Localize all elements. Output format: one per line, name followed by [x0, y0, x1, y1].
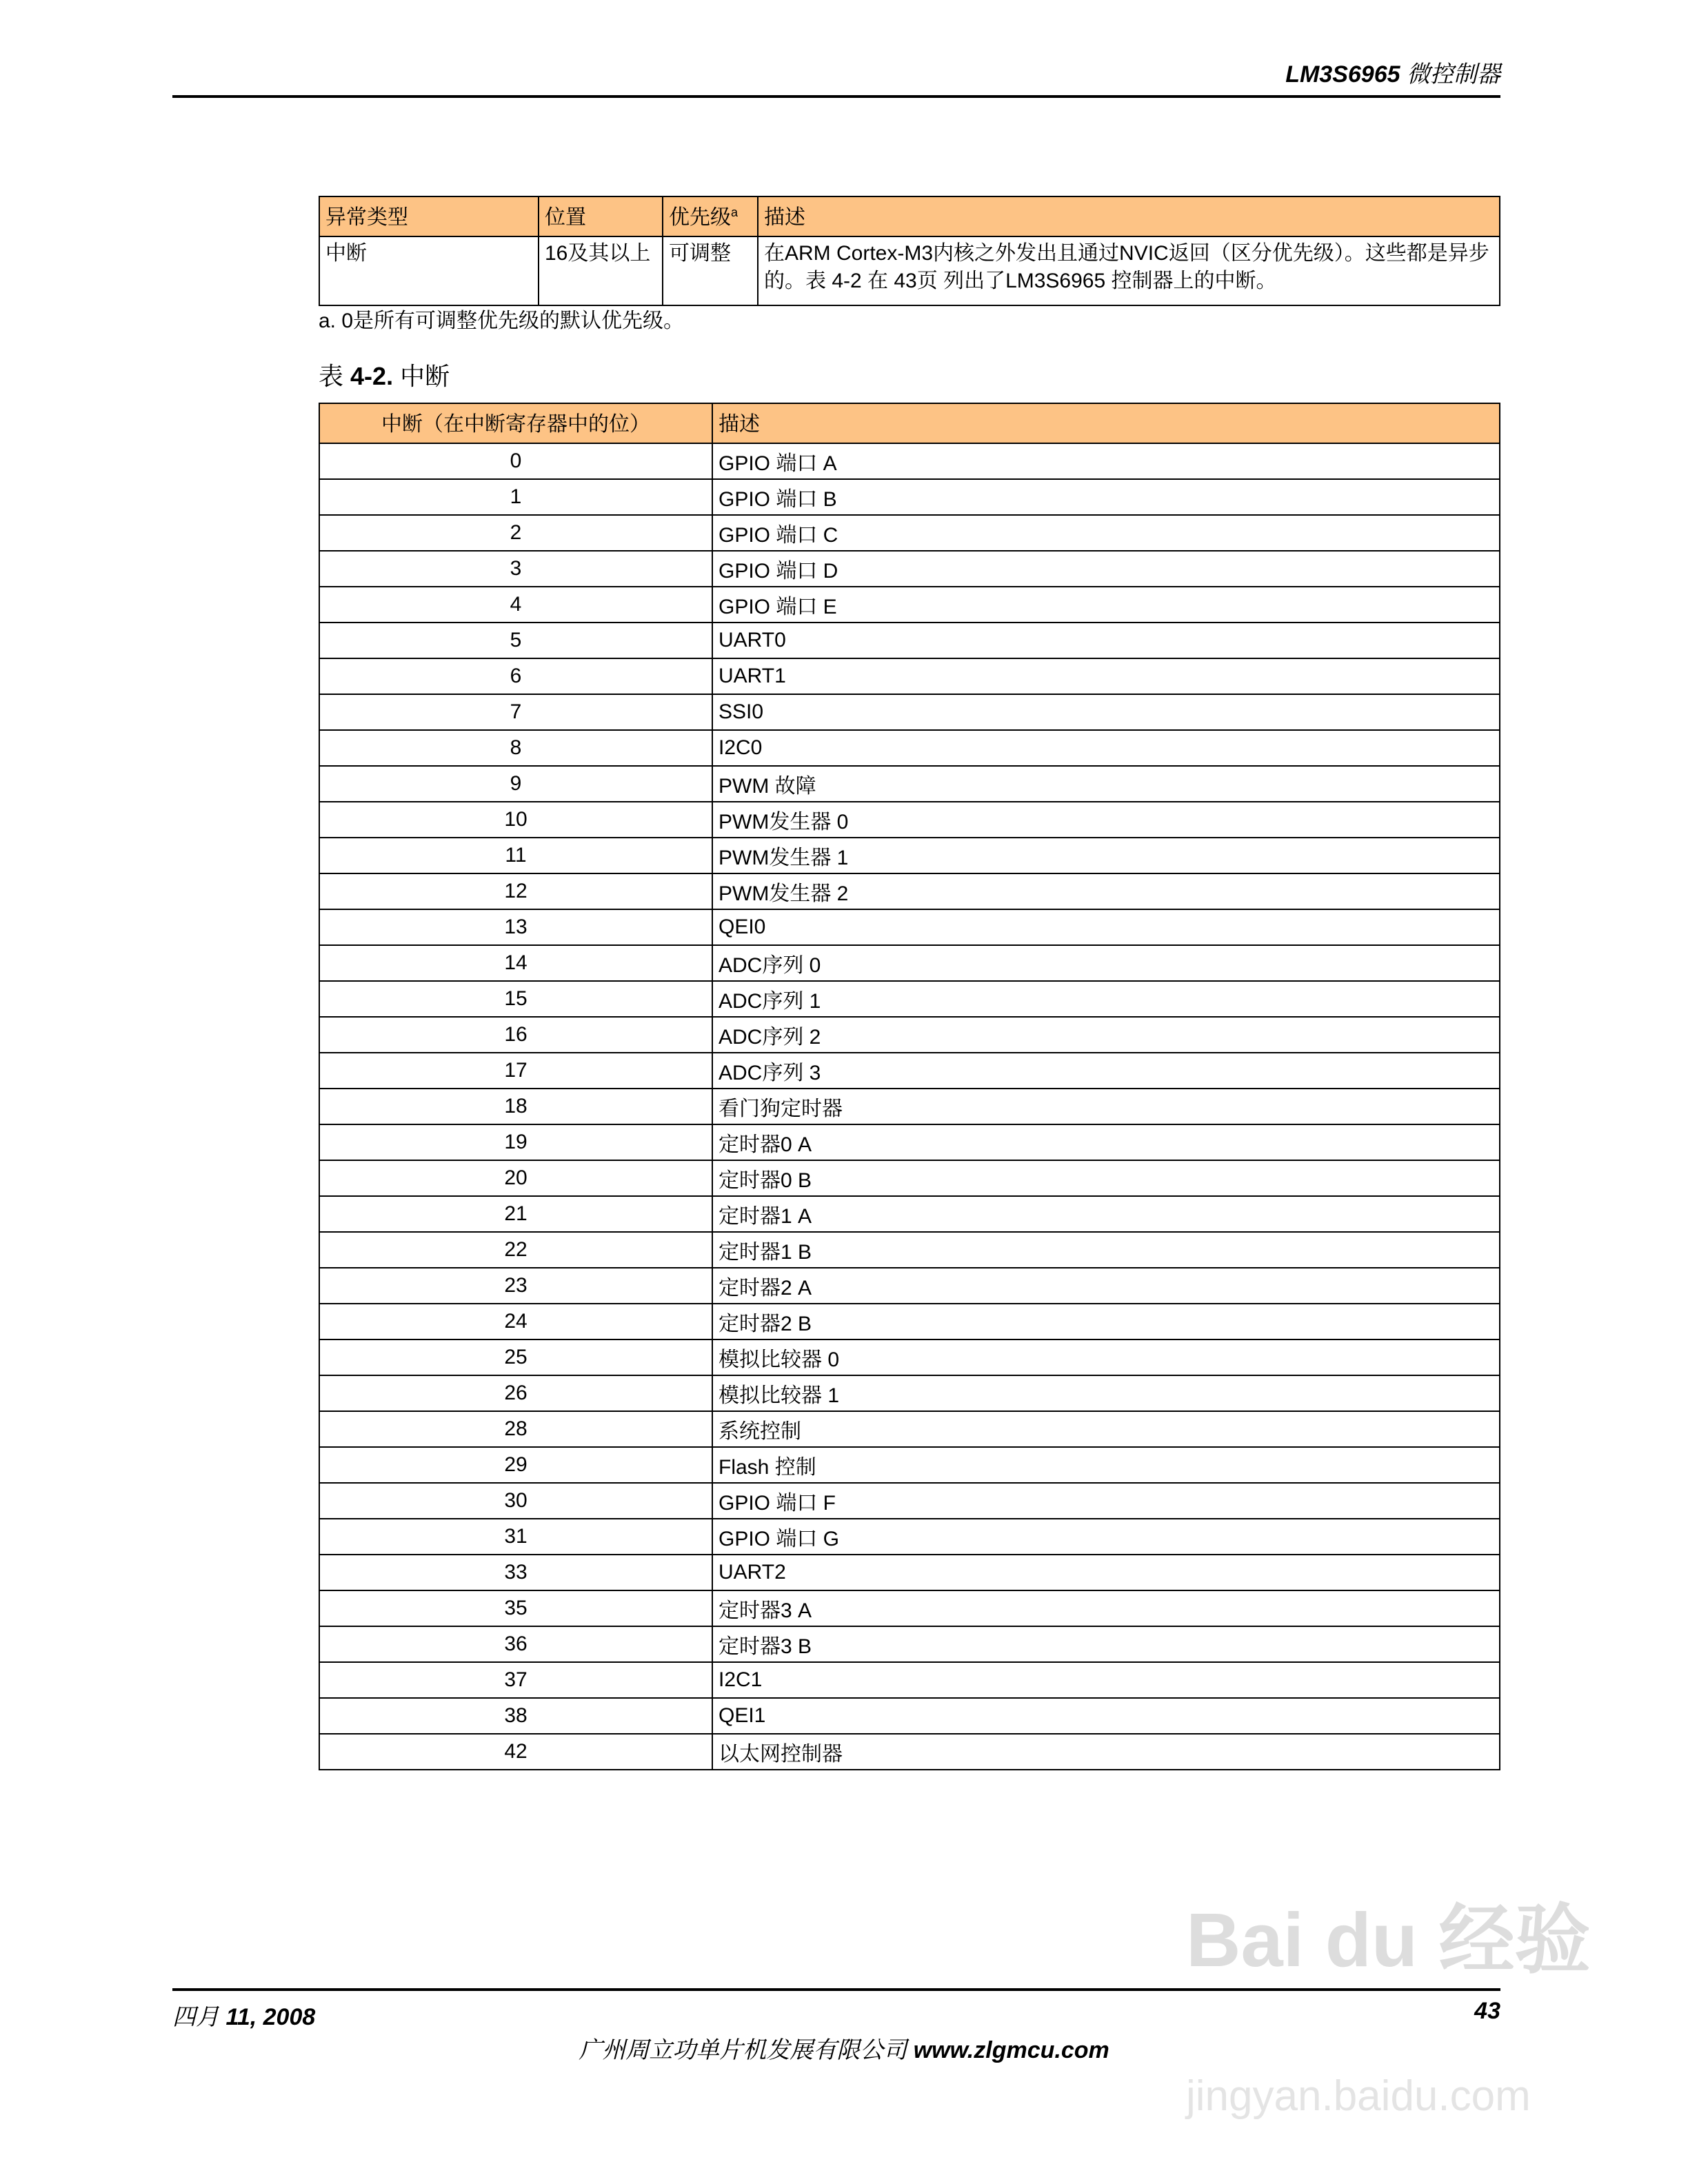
table-header-row [319, 403, 1500, 443]
table-row [319, 1089, 1500, 1124]
cell-description: 定时器3 B [712, 1626, 1500, 1662]
cell-description: 定时器3 A [712, 1590, 1500, 1626]
table-row [319, 730, 1500, 766]
footnote-ref: a [731, 205, 738, 219]
cell-interrupt-number: 20 [319, 1160, 712, 1196]
cell-interrupt-number: 18 [319, 1089, 712, 1124]
cell-interrupt-number: 15 [319, 981, 712, 1017]
cell-interrupt-number: 42 [319, 1734, 712, 1770]
cell-priority: 可调整 [663, 236, 758, 305]
table-header-row [319, 196, 1500, 236]
cell-description: 定时器1 B [712, 1232, 1500, 1268]
cell-interrupt-number: 17 [319, 1053, 712, 1089]
cell-description: 定时器0 B [712, 1160, 1500, 1196]
footer-date: 四月 11, 2008 [172, 2004, 316, 2030]
cell-interrupt-number: 30 [319, 1483, 712, 1519]
cell-interrupt-number: 11 [319, 838, 712, 873]
cell-interrupt-number: 24 [319, 1304, 712, 1339]
table-row [319, 658, 1500, 694]
cell-description: 定时器0 A [712, 1124, 1500, 1160]
page-number: 43 [1474, 1998, 1500, 2024]
cell-description: PWM发生器 1 [712, 838, 1500, 873]
table-row [319, 587, 1500, 623]
footer-rule [172, 1988, 1500, 1991]
table-row [319, 909, 1500, 945]
cell-description: UART2 [712, 1555, 1500, 1590]
table-row [319, 1447, 1500, 1483]
cell-interrupt-number: 16 [319, 1017, 712, 1053]
cell-description: 模拟比较器 1 [712, 1375, 1500, 1411]
cell-description: GPIO 端口 F [712, 1483, 1500, 1519]
cell-description: I2C0 [712, 730, 1500, 766]
table-row [319, 1411, 1500, 1447]
cell-interrupt-number: 1 [319, 479, 712, 515]
col-header-priority: 优先级$^a$ [663, 196, 758, 236]
cell-description: 定时器2 B [712, 1304, 1500, 1339]
cell-description: QEI1 [712, 1698, 1500, 1734]
cell-description: GPIO 端口 B [712, 479, 1500, 515]
table-row [319, 694, 1500, 730]
header-subtitle: 微控制器 [1407, 61, 1500, 88]
cell-interrupt-number: 19 [319, 1124, 712, 1160]
table-row [319, 443, 1500, 479]
cell-interrupt-number: 22 [319, 1232, 712, 1268]
cell-desc: 在ARM Cortex-M3内核之外发出且通过NVIC返回（区分优先级）。这些都是异步的。表 4-2 在 43页 列出了LM3S6965 控制器上的中断。 [758, 236, 1500, 305]
cell-description: PWM发生器 2 [712, 873, 1500, 909]
cell-description: GPIO 端口 E [712, 587, 1500, 623]
cell-interrupt-number: 10 [319, 802, 712, 838]
interrupt-table [319, 403, 1500, 1770]
table-row [319, 623, 1500, 658]
cell-interrupt-number: 3 [319, 551, 712, 587]
cell-description: GPIO 端口 A [712, 443, 1500, 479]
cell-description: ADC序列 3 [712, 1053, 1500, 1089]
cell-description: I2C1 [712, 1662, 1500, 1698]
cell-interrupt-number: 6 [319, 658, 712, 694]
cell-description: GPIO 端口 G [712, 1519, 1500, 1555]
cell-interrupt-number: 5 [319, 623, 712, 658]
cell-description: ADC序列 0 [712, 945, 1500, 981]
table-row [319, 1555, 1500, 1590]
cell-interrupt-number: 7 [319, 694, 712, 730]
table-row [319, 1519, 1500, 1555]
cell-interrupt-number: 29 [319, 1447, 712, 1483]
cell-interrupt-number: 25 [319, 1339, 712, 1375]
cell-interrupt-number: 23 [319, 1268, 712, 1304]
page-header [1285, 55, 1500, 89]
page-body [319, 196, 1500, 1770]
table-row [319, 1160, 1500, 1196]
table-row [319, 1017, 1500, 1053]
table-row [319, 1590, 1500, 1626]
col-header-position: 位置 [539, 196, 663, 236]
col-header-interrupt: 中断（在中断寄存器中的位） [319, 403, 712, 443]
table-row [319, 551, 1500, 587]
cell-interrupt-number: 33 [319, 1555, 712, 1590]
table-row [319, 945, 1500, 981]
cell-interrupt-number: 9 [319, 766, 712, 802]
table-row [319, 1268, 1500, 1304]
cell-description: QEI0 [712, 909, 1500, 945]
cell-type: 中断 [319, 236, 539, 305]
cell-interrupt-number: 0 [319, 443, 712, 479]
cell-interrupt-number: 37 [319, 1662, 712, 1698]
table-row [319, 1124, 1500, 1160]
table-row [319, 1232, 1500, 1268]
cell-interrupt-number: 35 [319, 1590, 712, 1626]
cell-interrupt-number: 38 [319, 1698, 712, 1734]
footnote: a. 0是所有可调整优先级的默认优先级。 [319, 310, 685, 332]
header-model: LM3S6965 [1285, 61, 1400, 88]
cell-description: ADC序列 1 [712, 981, 1500, 1017]
cell-description: SSI0 [712, 694, 1500, 730]
table-row [319, 1662, 1500, 1698]
table-row [319, 1698, 1500, 1734]
cell-interrupt-number: 14 [319, 945, 712, 981]
cell-description: PWM 故障 [712, 766, 1500, 802]
table-row [319, 873, 1500, 909]
col-header-desc: 描述 [712, 403, 1500, 443]
cell-description: ADC序列 2 [712, 1017, 1500, 1053]
table-row [319, 981, 1500, 1017]
table-row [319, 838, 1500, 873]
table-row [319, 1734, 1500, 1770]
table-row [319, 802, 1500, 838]
table-row [319, 1196, 1500, 1232]
baidu-watermark-logo: Bai du 经验 [1186, 1898, 1591, 1983]
table-row [319, 1304, 1500, 1339]
table-row [319, 1053, 1500, 1089]
table-row [319, 236, 1500, 305]
cell-interrupt-number: 36 [319, 1626, 712, 1662]
cell-description: 系统控制 [712, 1411, 1500, 1447]
watermark-url: jingyan.baidu.com [1186, 2072, 1531, 2120]
cell-interrupt-number: 21 [319, 1196, 712, 1232]
cell-description: 模拟比较器 0 [712, 1339, 1500, 1375]
cell-description: 看门狗定时器 [712, 1089, 1500, 1124]
cell-interrupt-number: 2 [319, 515, 712, 551]
cell-interrupt-number: 28 [319, 1411, 712, 1447]
table-row [319, 1483, 1500, 1519]
table-row [319, 1375, 1500, 1411]
cell-description: GPIO 端口 C [712, 515, 1500, 551]
cell-position: 16及其以上 [539, 236, 663, 305]
cell-description: Flash 控制 [712, 1447, 1500, 1483]
cell-interrupt-number: 13 [319, 909, 712, 945]
cell-description: 以太网控制器 [712, 1734, 1500, 1770]
table-row [319, 479, 1500, 515]
col-header-type: 异常类型 [319, 196, 539, 236]
cell-description: 定时器1 A [712, 1196, 1500, 1232]
cell-description: 定时器2 A [712, 1268, 1500, 1304]
table-row [319, 1626, 1500, 1662]
cell-interrupt-number: 12 [319, 873, 712, 909]
cell-description: UART0 [712, 623, 1500, 658]
cell-interrupt-number: 4 [319, 587, 712, 623]
table-row [319, 766, 1500, 802]
cell-description: UART1 [712, 658, 1500, 694]
header-rule [172, 95, 1500, 98]
table-row [319, 1339, 1500, 1375]
footer-company: 广州周立功单片机发展有限公司 www.zlgmcu.com [579, 2037, 1109, 2063]
table-title: 表 4-2. 中断 [319, 362, 450, 390]
cell-interrupt-number: 26 [319, 1375, 712, 1411]
table-row [319, 515, 1500, 551]
cell-description: GPIO 端口 D [712, 551, 1500, 587]
cell-interrupt-number: 8 [319, 730, 712, 766]
cell-interrupt-number: 31 [319, 1519, 712, 1555]
exception-table [319, 196, 1500, 306]
col-header-desc: 描述 [758, 196, 1500, 236]
cell-description: PWM发生器 0 [712, 802, 1500, 838]
